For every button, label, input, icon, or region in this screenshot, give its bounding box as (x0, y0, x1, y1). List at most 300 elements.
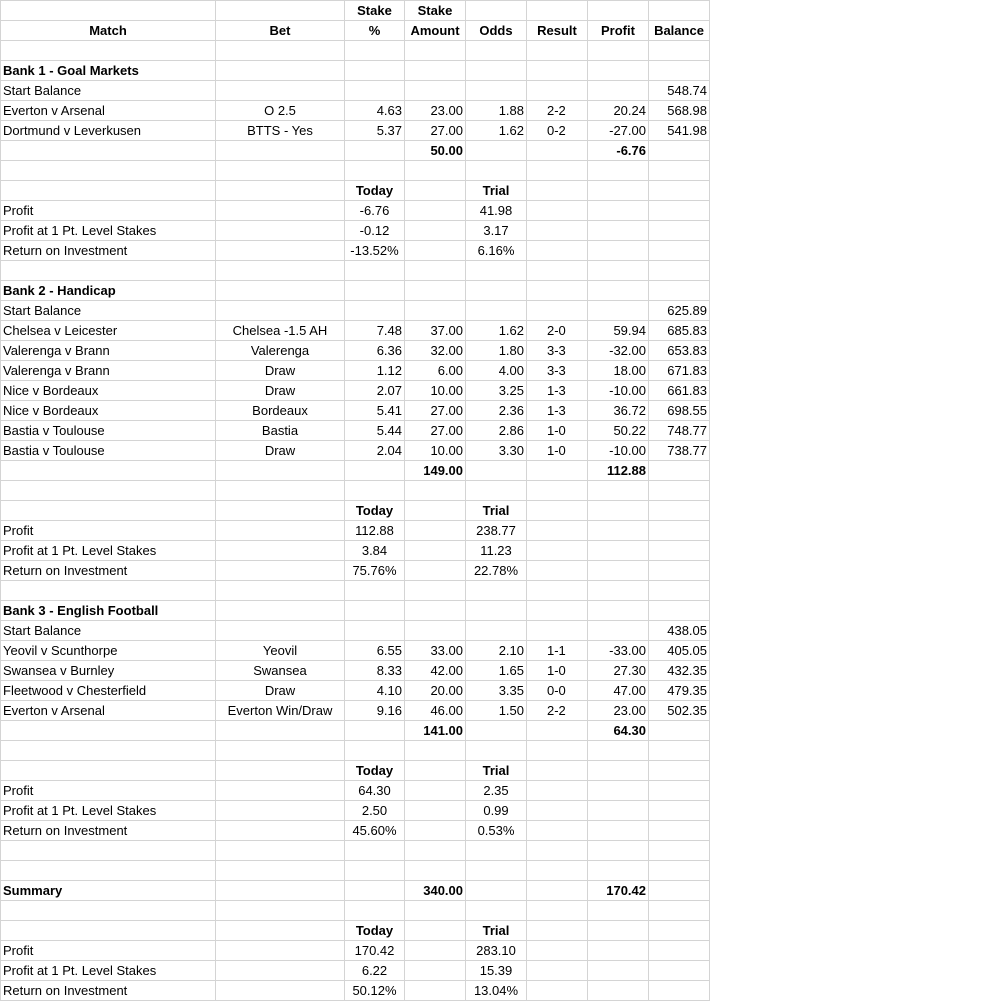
cell-profit[interactable] (588, 581, 649, 601)
cell-match[interactable] (1, 841, 216, 861)
cell-match[interactable] (1, 761, 216, 781)
cell-match[interactable]: Profit at 1 Pt. Level Stakes (1, 541, 216, 561)
cell-match[interactable]: Match (1, 21, 216, 41)
cell-bet[interactable]: O 2.5 (216, 101, 345, 121)
cell-match[interactable] (1, 741, 216, 761)
cell-bet[interactable] (216, 781, 345, 801)
cell-result[interactable] (527, 261, 588, 281)
cell-bet[interactable] (216, 41, 345, 61)
cell-bet[interactable] (216, 521, 345, 541)
cell-match[interactable]: Nice v Bordeaux (1, 401, 216, 421)
cell-bet[interactable] (216, 841, 345, 861)
cell-match[interactable]: Bastia v Toulouse (1, 441, 216, 461)
cell-stake-amount[interactable]: 141.00 (405, 721, 466, 741)
cell-stake-pct[interactable]: 9.16 (345, 701, 405, 721)
cell-profit[interactable]: 27.30 (588, 661, 649, 681)
cell-match[interactable]: Bastia v Toulouse (1, 421, 216, 441)
cell-balance[interactable] (649, 901, 710, 921)
cell-bet[interactable] (216, 741, 345, 761)
cell-bet[interactable] (216, 541, 345, 561)
cell-odds[interactable]: Trial (466, 501, 527, 521)
cell-bet[interactable] (216, 501, 345, 521)
cell-odds[interactable]: 3.25 (466, 381, 527, 401)
cell-stake-amount[interactable]: 10.00 (405, 381, 466, 401)
cell-odds[interactable] (466, 721, 527, 741)
cell-odds[interactable]: 1.50 (466, 701, 527, 721)
cell-bet[interactable]: Bastia (216, 421, 345, 441)
cell-profit[interactable] (588, 921, 649, 941)
cell-stake-amount[interactable] (405, 261, 466, 281)
cell-profit[interactable]: 18.00 (588, 361, 649, 381)
cell-balance[interactable] (649, 501, 710, 521)
cell-odds[interactable]: 1.62 (466, 121, 527, 141)
cell-match[interactable]: Everton v Arsenal (1, 701, 216, 721)
cell-result[interactable] (527, 461, 588, 481)
cell-result[interactable] (527, 601, 588, 621)
cell-result[interactable]: 2-0 (527, 321, 588, 341)
cell-match[interactable] (1, 461, 216, 481)
cell-profit[interactable]: 20.24 (588, 101, 649, 121)
cell-profit[interactable] (588, 1, 649, 21)
cell-stake-amount[interactable] (405, 481, 466, 501)
cell-match[interactable]: Valerenga v Brann (1, 341, 216, 361)
cell-odds[interactable]: 2.86 (466, 421, 527, 441)
cell-balance[interactable]: 432.35 (649, 661, 710, 681)
cell-result[interactable]: 1-3 (527, 381, 588, 401)
cell-stake-pct[interactable]: 2.04 (345, 441, 405, 461)
cell-match[interactable]: Return on Investment (1, 981, 216, 1001)
cell-profit[interactable]: -10.00 (588, 441, 649, 461)
cell-result[interactable]: 3-3 (527, 361, 588, 381)
cell-result[interactable]: 0-2 (527, 121, 588, 141)
cell-profit[interactable]: 64.30 (588, 721, 649, 741)
cell-profit[interactable] (588, 501, 649, 521)
cell-bet[interactable] (216, 921, 345, 941)
cell-result[interactable] (527, 941, 588, 961)
cell-balance[interactable] (649, 181, 710, 201)
cell-stake-amount[interactable]: Stake (405, 1, 466, 21)
cell-bet[interactable] (216, 861, 345, 881)
cell-profit[interactable] (588, 241, 649, 261)
cell-balance[interactable] (649, 1, 710, 21)
cell-result[interactable] (527, 901, 588, 921)
cell-bet[interactable]: Valerenga (216, 341, 345, 361)
cell-balance[interactable] (649, 941, 710, 961)
cell-result[interactable]: 2-2 (527, 701, 588, 721)
cell-match[interactable]: Summary (1, 881, 216, 901)
cell-stake-amount[interactable] (405, 761, 466, 781)
cell-match[interactable] (1, 181, 216, 201)
cell-profit[interactable] (588, 621, 649, 641)
cell-match[interactable]: Swansea v Burnley (1, 661, 216, 681)
cell-balance[interactable] (649, 61, 710, 81)
cell-bet[interactable] (216, 621, 345, 641)
cell-odds[interactable] (466, 81, 527, 101)
cell-result[interactable] (527, 541, 588, 561)
cell-profit[interactable] (588, 281, 649, 301)
cell-odds[interactable] (466, 601, 527, 621)
cell-match[interactable] (1, 721, 216, 741)
cell-result[interactable]: 2-2 (527, 101, 588, 121)
cell-stake-amount[interactable] (405, 181, 466, 201)
cell-bet[interactable] (216, 241, 345, 261)
cell-match[interactable] (1, 581, 216, 601)
cell-bet[interactable] (216, 901, 345, 921)
cell-balance[interactable]: 405.05 (649, 641, 710, 661)
cell-stake-pct[interactable]: Today (345, 181, 405, 201)
cell-bet[interactable]: Draw (216, 361, 345, 381)
cell-profit[interactable]: -6.76 (588, 141, 649, 161)
cell-bet[interactable]: Swansea (216, 661, 345, 681)
cell-odds[interactable] (466, 461, 527, 481)
cell-bet[interactable] (216, 221, 345, 241)
cell-match[interactable] (1, 501, 216, 521)
cell-stake-amount[interactable] (405, 281, 466, 301)
cell-profit[interactable]: Profit (588, 21, 649, 41)
cell-stake-amount[interactable] (405, 841, 466, 861)
cell-stake-pct[interactable]: 4.63 (345, 101, 405, 121)
cell-balance[interactable] (649, 41, 710, 61)
cell-result[interactable] (527, 801, 588, 821)
cell-stake-amount[interactable] (405, 561, 466, 581)
cell-stake-pct[interactable]: 6.22 (345, 961, 405, 981)
cell-bet[interactable] (216, 1, 345, 21)
cell-result[interactable] (527, 961, 588, 981)
cell-result[interactable] (527, 621, 588, 641)
cell-odds[interactable] (466, 301, 527, 321)
cell-stake-pct[interactable]: 5.41 (345, 401, 405, 421)
cell-odds[interactable] (466, 901, 527, 921)
cell-stake-amount[interactable] (405, 921, 466, 941)
cell-odds[interactable]: 11.23 (466, 541, 527, 561)
cell-stake-amount[interactable] (405, 541, 466, 561)
cell-balance[interactable] (649, 581, 710, 601)
cell-profit[interactable] (588, 941, 649, 961)
cell-balance[interactable]: 653.83 (649, 341, 710, 361)
cell-stake-pct[interactable] (345, 841, 405, 861)
cell-balance[interactable]: 541.98 (649, 121, 710, 141)
cell-profit[interactable] (588, 261, 649, 281)
cell-match[interactable]: Start Balance (1, 301, 216, 321)
cell-match[interactable] (1, 161, 216, 181)
cell-stake-pct[interactable]: 6.55 (345, 641, 405, 661)
cell-balance[interactable]: 748.77 (649, 421, 710, 441)
cell-result[interactable] (527, 281, 588, 301)
cell-balance[interactable] (649, 601, 710, 621)
cell-balance[interactable] (649, 561, 710, 581)
cell-stake-pct[interactable] (345, 881, 405, 901)
cell-stake-pct[interactable] (345, 621, 405, 641)
cell-balance[interactable]: 502.35 (649, 701, 710, 721)
cell-bet[interactable] (216, 61, 345, 81)
cell-match[interactable] (1, 141, 216, 161)
cell-profit[interactable] (588, 561, 649, 581)
cell-bet[interactable] (216, 581, 345, 601)
cell-result[interactable] (527, 741, 588, 761)
cell-stake-pct[interactable] (345, 461, 405, 481)
cell-stake-pct[interactable]: 3.84 (345, 541, 405, 561)
cell-stake-pct[interactable]: 2.50 (345, 801, 405, 821)
cell-odds[interactable] (466, 281, 527, 301)
cell-odds[interactable] (466, 841, 527, 861)
cell-profit[interactable] (588, 541, 649, 561)
cell-match[interactable]: Nice v Bordeaux (1, 381, 216, 401)
cell-balance[interactable] (649, 161, 710, 181)
cell-match[interactable]: Profit (1, 941, 216, 961)
cell-bet[interactable] (216, 801, 345, 821)
cell-profit[interactable] (588, 481, 649, 501)
cell-odds[interactable] (466, 861, 527, 881)
cell-stake-pct[interactable]: 45.60% (345, 821, 405, 841)
cell-match[interactable]: Yeovil v Scunthorpe (1, 641, 216, 661)
cell-match[interactable] (1, 901, 216, 921)
cell-odds[interactable]: 3.30 (466, 441, 527, 461)
cell-stake-amount[interactable]: 149.00 (405, 461, 466, 481)
cell-balance[interactable] (649, 801, 710, 821)
cell-stake-amount[interactable]: 27.00 (405, 121, 466, 141)
cell-result[interactable] (527, 561, 588, 581)
cell-odds[interactable] (466, 581, 527, 601)
cell-result[interactable]: 3-3 (527, 341, 588, 361)
cell-stake-amount[interactable] (405, 801, 466, 821)
cell-result[interactable] (527, 861, 588, 881)
cell-match[interactable] (1, 41, 216, 61)
cell-stake-amount[interactable]: 42.00 (405, 661, 466, 681)
cell-balance[interactable]: 661.83 (649, 381, 710, 401)
cell-match[interactable]: Profit (1, 201, 216, 221)
cell-bet[interactable] (216, 961, 345, 981)
cell-stake-pct[interactable]: 170.42 (345, 941, 405, 961)
cell-profit[interactable] (588, 601, 649, 621)
cell-bet[interactable] (216, 761, 345, 781)
cell-match[interactable]: Return on Investment (1, 241, 216, 261)
cell-balance[interactable] (649, 481, 710, 501)
cell-match[interactable]: Valerenga v Brann (1, 361, 216, 381)
cell-profit[interactable]: 170.42 (588, 881, 649, 901)
cell-result[interactable] (527, 81, 588, 101)
cell-profit[interactable]: -10.00 (588, 381, 649, 401)
cell-result[interactable] (527, 161, 588, 181)
cell-result[interactable] (527, 221, 588, 241)
cell-balance[interactable]: Balance (649, 21, 710, 41)
cell-odds[interactable]: 41.98 (466, 201, 527, 221)
cell-balance[interactable] (649, 781, 710, 801)
cell-stake-amount[interactable] (405, 601, 466, 621)
cell-stake-pct[interactable]: 64.30 (345, 781, 405, 801)
cell-bet[interactable] (216, 141, 345, 161)
cell-odds[interactable] (466, 621, 527, 641)
cell-result[interactable]: 1-0 (527, 421, 588, 441)
cell-match[interactable]: Dortmund v Leverkusen (1, 121, 216, 141)
cell-stake-amount[interactable] (405, 981, 466, 1001)
cell-result[interactable] (527, 181, 588, 201)
cell-result[interactable] (527, 761, 588, 781)
cell-result[interactable] (527, 581, 588, 601)
cell-match[interactable]: Return on Investment (1, 561, 216, 581)
cell-result[interactable]: Result (527, 21, 588, 41)
cell-odds[interactable]: Trial (466, 181, 527, 201)
cell-profit[interactable] (588, 61, 649, 81)
cell-odds[interactable] (466, 261, 527, 281)
cell-result[interactable] (527, 521, 588, 541)
cell-match[interactable]: Bank 3 - English Football (1, 601, 216, 621)
cell-odds[interactable]: 1.80 (466, 341, 527, 361)
cell-stake-amount[interactable] (405, 81, 466, 101)
cell-profit[interactable] (588, 961, 649, 981)
cell-stake-amount[interactable]: 20.00 (405, 681, 466, 701)
cell-odds[interactable]: Trial (466, 921, 527, 941)
cell-bet[interactable]: Bet (216, 21, 345, 41)
cell-bet[interactable] (216, 461, 345, 481)
cell-match[interactable]: Profit (1, 521, 216, 541)
cell-stake-pct[interactable]: 6.36 (345, 341, 405, 361)
cell-result[interactable] (527, 41, 588, 61)
cell-odds[interactable]: 1.65 (466, 661, 527, 681)
cell-balance[interactable] (649, 861, 710, 881)
cell-result[interactable] (527, 141, 588, 161)
cell-balance[interactable] (649, 281, 710, 301)
cell-balance[interactable]: 625.89 (649, 301, 710, 321)
cell-match[interactable] (1, 481, 216, 501)
cell-bet[interactable] (216, 181, 345, 201)
cell-profit[interactable] (588, 761, 649, 781)
cell-profit[interactable] (588, 781, 649, 801)
cell-bet[interactable] (216, 481, 345, 501)
cell-stake-amount[interactable]: 46.00 (405, 701, 466, 721)
cell-odds[interactable]: 4.00 (466, 361, 527, 381)
cell-stake-pct[interactable]: 2.07 (345, 381, 405, 401)
cell-odds[interactable]: Odds (466, 21, 527, 41)
cell-stake-pct[interactable]: Today (345, 921, 405, 941)
cell-profit[interactable] (588, 221, 649, 241)
cell-stake-pct[interactable] (345, 61, 405, 81)
cell-stake-pct[interactable] (345, 721, 405, 741)
cell-stake-pct[interactable] (345, 261, 405, 281)
cell-stake-pct[interactable]: 50.12% (345, 981, 405, 1001)
cell-balance[interactable] (649, 261, 710, 281)
cell-stake-amount[interactable] (405, 861, 466, 881)
cell-balance[interactable] (649, 741, 710, 761)
cell-balance[interactable] (649, 541, 710, 561)
cell-stake-amount[interactable]: 27.00 (405, 421, 466, 441)
cell-stake-amount[interactable]: 32.00 (405, 341, 466, 361)
cell-odds[interactable]: 3.35 (466, 681, 527, 701)
cell-balance[interactable]: 438.05 (649, 621, 710, 641)
cell-result[interactable] (527, 61, 588, 81)
cell-match[interactable] (1, 261, 216, 281)
cell-stake-amount[interactable] (405, 781, 466, 801)
cell-odds[interactable] (466, 881, 527, 901)
cell-bet[interactable]: Bordeaux (216, 401, 345, 421)
cell-bet[interactable]: Draw (216, 381, 345, 401)
cell-balance[interactable] (649, 981, 710, 1001)
cell-match[interactable]: Start Balance (1, 621, 216, 641)
cell-stake-pct[interactable]: 1.12 (345, 361, 405, 381)
cell-stake-amount[interactable] (405, 741, 466, 761)
cell-result[interactable] (527, 501, 588, 521)
cell-profit[interactable] (588, 861, 649, 881)
cell-balance[interactable]: 685.83 (649, 321, 710, 341)
cell-odds[interactable]: 0.99 (466, 801, 527, 821)
cell-bet[interactable] (216, 561, 345, 581)
cell-result[interactable]: 1-0 (527, 441, 588, 461)
cell-balance[interactable]: 568.98 (649, 101, 710, 121)
cell-match[interactable]: Profit at 1 Pt. Level Stakes (1, 961, 216, 981)
cell-profit[interactable] (588, 81, 649, 101)
cell-bet[interactable] (216, 721, 345, 741)
cell-balance[interactable] (649, 141, 710, 161)
cell-profit[interactable]: 50.22 (588, 421, 649, 441)
cell-odds[interactable]: 3.17 (466, 221, 527, 241)
cell-stake-amount[interactable] (405, 621, 466, 641)
cell-balance[interactable]: 738.77 (649, 441, 710, 461)
cell-match[interactable]: Return on Investment (1, 821, 216, 841)
cell-profit[interactable] (588, 821, 649, 841)
cell-match[interactable]: Start Balance (1, 81, 216, 101)
cell-match[interactable]: Profit at 1 Pt. Level Stakes (1, 221, 216, 241)
cell-bet[interactable] (216, 301, 345, 321)
cell-stake-pct[interactable] (345, 301, 405, 321)
cell-result[interactable] (527, 301, 588, 321)
cell-result[interactable] (527, 981, 588, 1001)
cell-stake-pct[interactable] (345, 741, 405, 761)
cell-stake-pct[interactable]: 75.76% (345, 561, 405, 581)
cell-stake-amount[interactable]: 6.00 (405, 361, 466, 381)
cell-match[interactable]: Fleetwood v Chesterfield (1, 681, 216, 701)
cell-stake-amount[interactable] (405, 241, 466, 261)
cell-odds[interactable] (466, 141, 527, 161)
cell-result[interactable] (527, 881, 588, 901)
cell-stake-pct[interactable]: Today (345, 501, 405, 521)
cell-odds[interactable]: 22.78% (466, 561, 527, 581)
cell-match[interactable]: Profit (1, 781, 216, 801)
cell-bet[interactable]: BTTS - Yes (216, 121, 345, 141)
cell-stake-pct[interactable]: -0.12 (345, 221, 405, 241)
cell-result[interactable] (527, 201, 588, 221)
cell-profit[interactable]: -33.00 (588, 641, 649, 661)
cell-balance[interactable] (649, 841, 710, 861)
cell-balance[interactable] (649, 221, 710, 241)
cell-result[interactable] (527, 781, 588, 801)
cell-result[interactable] (527, 821, 588, 841)
cell-odds[interactable]: 1.62 (466, 321, 527, 341)
cell-odds[interactable] (466, 61, 527, 81)
cell-stake-amount[interactable] (405, 301, 466, 321)
cell-stake-amount[interactable] (405, 901, 466, 921)
cell-stake-pct[interactable]: 5.44 (345, 421, 405, 441)
cell-bet[interactable] (216, 941, 345, 961)
cell-bet[interactable] (216, 881, 345, 901)
cell-result[interactable] (527, 241, 588, 261)
cell-profit[interactable] (588, 41, 649, 61)
cell-odds[interactable]: Trial (466, 761, 527, 781)
cell-stake-amount[interactable]: 340.00 (405, 881, 466, 901)
cell-stake-pct[interactable]: 7.48 (345, 321, 405, 341)
cell-stake-amount[interactable] (405, 61, 466, 81)
cell-stake-amount[interactable] (405, 521, 466, 541)
cell-stake-pct[interactable]: 112.88 (345, 521, 405, 541)
cell-odds[interactable]: 238.77 (466, 521, 527, 541)
cell-stake-pct[interactable] (345, 81, 405, 101)
cell-stake-pct[interactable]: 4.10 (345, 681, 405, 701)
cell-stake-amount[interactable]: 23.00 (405, 101, 466, 121)
cell-odds[interactable] (466, 161, 527, 181)
cell-profit[interactable]: 47.00 (588, 681, 649, 701)
cell-stake-pct[interactable] (345, 141, 405, 161)
cell-match[interactable]: Profit at 1 Pt. Level Stakes (1, 801, 216, 821)
cell-stake-amount[interactable] (405, 501, 466, 521)
cell-odds[interactable] (466, 1, 527, 21)
